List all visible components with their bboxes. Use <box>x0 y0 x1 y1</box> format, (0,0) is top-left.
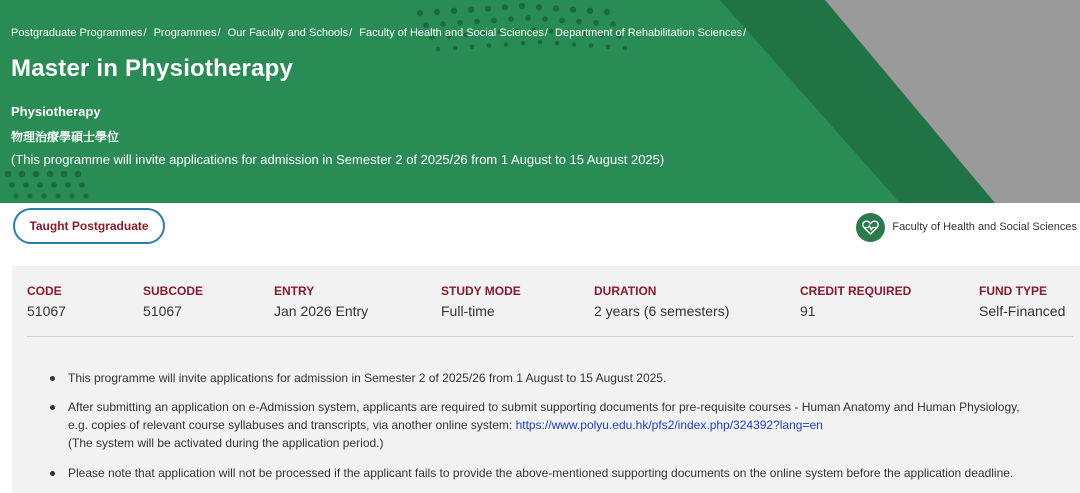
breadcrumb-separator: / <box>544 27 548 39</box>
info-study-mode <box>441 284 521 319</box>
banner-dot <box>451 8 457 14</box>
note-text: This programme will invite applications for admission in Semester 2 of 2025/26 from 1 August to 15 August 2025. <box>68 371 667 385</box>
banner-dot <box>436 47 441 52</box>
banner-dot <box>61 171 68 178</box>
banner-dot <box>70 194 75 199</box>
programme-subject: Physiotherapy <box>11 104 101 119</box>
banner-dot <box>51 182 57 188</box>
bullet-icon <box>50 471 55 476</box>
banner-dot <box>559 18 565 24</box>
heart-pulse-icon <box>856 213 885 242</box>
banner-dot <box>587 8 593 14</box>
bullet-icon <box>50 405 55 410</box>
info-value: Full-time <box>441 303 495 319</box>
breadcrumb <box>11 27 750 41</box>
banner-dot <box>606 45 611 50</box>
banner-dot <box>536 4 542 10</box>
banner-dot <box>474 19 480 25</box>
banner-dot <box>604 9 610 15</box>
info-label: FUND TYPE <box>979 284 1048 298</box>
banner-dot <box>525 15 531 21</box>
note-text: (The system will be activated during the application period.) <box>68 436 384 450</box>
banner-dot <box>487 43 492 48</box>
banner-dot <box>572 42 577 47</box>
info-value: Self-Financed <box>979 303 1066 319</box>
banner-dot <box>542 16 548 22</box>
banner-dot <box>84 194 89 199</box>
banner-dot <box>23 182 29 188</box>
banner-dot <box>5 171 12 178</box>
supporting-documents-link[interactable]: https://www.polyu.edu.hk/pfs2/index.php/324392?lang=en <box>515 418 823 432</box>
banner-dot <box>593 20 599 26</box>
banner-dot <box>485 5 491 11</box>
breadcrumb-link-postgraduate-programmes[interactable]: Postgraduate Programmes <box>11 27 143 39</box>
banner-dot <box>623 46 628 51</box>
banner-dot <box>434 9 440 15</box>
banner-dot <box>9 182 15 188</box>
info-entry <box>274 284 368 319</box>
info-code <box>27 284 66 319</box>
banner-dot <box>502 4 508 10</box>
note-item <box>27 398 1073 452</box>
faculty-name: Faculty of Health and Social Sciences <box>892 221 1077 233</box>
info-fund-type <box>979 284 1065 319</box>
info-label: CODE <box>27 284 62 298</box>
banner-dot <box>417 10 423 16</box>
banner-dot <box>553 5 559 11</box>
banner-dot <box>28 194 33 199</box>
banner-dot <box>589 43 594 48</box>
banner-dot <box>468 6 474 12</box>
info-value: 91 <box>800 303 816 319</box>
programme-banner <box>0 0 1080 203</box>
info-label: SUBCODE <box>143 284 204 298</box>
note-text: After submitting an application on e-Admission system, applicants are required to submit supporting documents for pre-requisite courses - Human Anatomy and Human Physiology, <box>68 400 1020 414</box>
banner-dot <box>508 16 514 22</box>
taught-postgraduate-badge[interactable]: Taught Postgraduate <box>13 208 165 244</box>
breadcrumb-separator: / <box>349 27 353 39</box>
divider <box>27 336 1073 337</box>
breadcrumb-separator: / <box>743 27 747 39</box>
info-value: Jan 2026 Entry <box>274 303 369 319</box>
banner-dot <box>47 171 54 178</box>
banner-dot <box>491 18 497 24</box>
info-label: ENTRY <box>274 284 315 298</box>
banner-dot <box>521 41 526 46</box>
banner-dot <box>75 171 82 178</box>
banner-dot <box>65 182 71 188</box>
bullet-icon <box>50 376 55 381</box>
info-subcode <box>143 284 203 319</box>
note-text: e.g. copies of relevant course syllabuses and transcripts, via another online system: <box>68 418 513 432</box>
note-text-continued <box>68 416 1073 434</box>
programme-notes-list <box>27 369 1073 482</box>
page-title: Master in Physiotherapy <box>11 55 294 82</box>
banner-dot <box>519 3 525 9</box>
programme-chinese-name: 物理治療學碩士學位 <box>11 130 120 144</box>
banner-dot <box>14 194 19 199</box>
programme-info-panel <box>12 266 1080 493</box>
info-value: 2 years (6 semesters) <box>594 303 730 319</box>
info-value: 51067 <box>143 303 182 319</box>
info-label: DURATION <box>594 284 657 298</box>
info-duration <box>594 284 729 319</box>
note-item <box>27 369 1073 387</box>
info-label: CREDIT REQUIRED <box>800 284 912 298</box>
info-label: STUDY MODE <box>441 284 521 298</box>
note-item <box>27 464 1073 482</box>
breadcrumb-link-programmes[interactable]: Programmes <box>153 27 217 39</box>
banner-dot <box>470 45 475 50</box>
banner-dot <box>19 171 26 178</box>
banner-dot <box>33 171 40 178</box>
banner-dot <box>576 19 582 25</box>
banner-dot <box>37 182 43 188</box>
info-value: 51067 <box>27 303 66 319</box>
faculty-tag <box>856 212 1077 242</box>
banner-dot <box>56 194 61 199</box>
banner-dot <box>504 42 509 47</box>
banner-dot <box>79 182 85 188</box>
breadcrumb-separator: / <box>143 27 147 39</box>
banner-dot <box>453 46 458 51</box>
breadcrumb-link-department[interactable]: Department of Rehabilitation Sciences <box>555 27 743 39</box>
banner-dot <box>457 20 463 26</box>
banner-dot <box>570 6 576 12</box>
admission-note: (This programme will invite applications for admission in Semester 2 of 2025/26 from 1 August to 15 August 2025) <box>11 152 665 167</box>
breadcrumb-separator: / <box>217 27 221 39</box>
info-credit-required <box>800 284 911 319</box>
note-text: Please note that application will not be processed if the applicant fails to provide the above-mentioned supporting documents on the online system before the application deadline. <box>68 466 1014 480</box>
banner-dot <box>42 194 47 199</box>
banner-dot <box>555 41 560 46</box>
breadcrumb-link-faculty[interactable]: Faculty of Health and Social Sciences <box>359 27 544 39</box>
breadcrumb-link-faculty-and-schools[interactable]: Our Faculty and Schools <box>227 27 349 39</box>
